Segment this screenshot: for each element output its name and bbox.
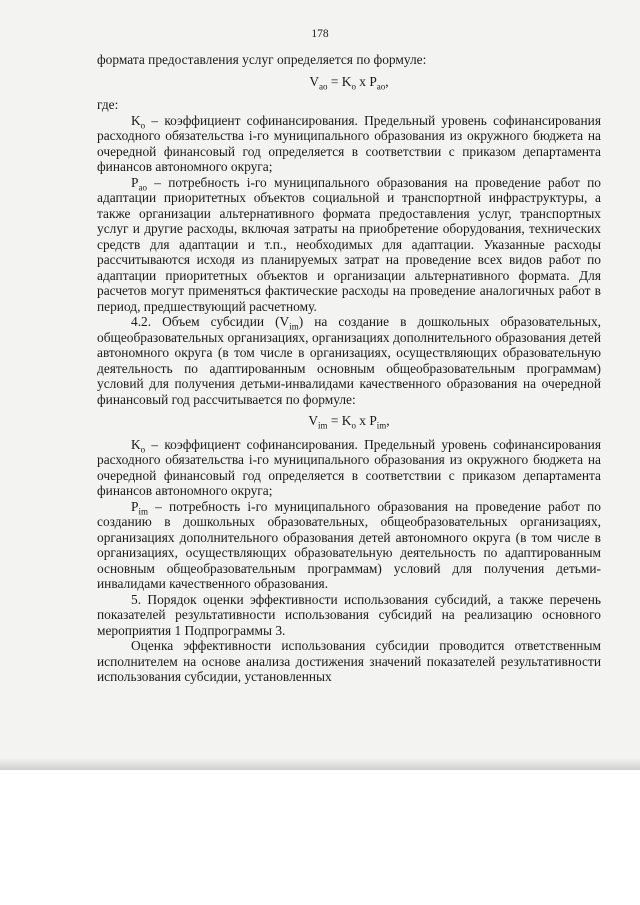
page-number: 178 — [311, 28, 329, 40]
paragraph: $K_o$ – коэффициент софинансирования. Предельный уровень софинансирования расходного обязательства i-го муниципального образования из окружного бюджета на очередной финансовый год определяется в соответствии с приказом департамента финансов автономного округа; — [97, 436, 601, 498]
paragraph: где: — [97, 97, 119, 112]
formula: $V_{im} = K_o$ x $P_{im}$, — [308, 413, 390, 431]
paragraph: формата предоставления услуг определяется по формуле: — [97, 52, 427, 67]
document-body — [97, 52, 601, 685]
paragraph: 4.2. Объем субсидии $(V_{im})$ на создание в дошкольных образовательных, общеобразовательных организациях, организациях дополнительного образования детей автономного округа (в том числе в организациях, осуществляющих образовательную деятельность по адаптированным основным общеобразовательным программам) условий для получения детьми-инвалидами качественного образования на очередной финансовый год рассчитывается по формуле: — [97, 314, 601, 407]
paragraph: Оценка эффективности использования субсидии проводится ответственным исполнителем на основе анализа достижения значений показателей результативности использования субсидии, установленных — [97, 638, 601, 684]
paragraph: 5. Порядок оценки эффективности использования субсидий, а также перечень показателей результативности использования субсидий на реализацию основного мероприятия 1 Подпрограммы 3. — [97, 591, 601, 638]
paragraph: $K_o$ – коэффициент софинансирования. Предельный уровень софинансирования расходного обязательства i-го муниципального образования из окружного бюджета на очередной финансовый год определяется в соответствии с приказом департамента финансов автономного округа; — [97, 112, 601, 174]
paragraph: $P_{ao}$ – потребность i-го муниципального образования на проведение работ по адаптации приоритетных объектов социальной и транспортной инфраструктуры, а также организации альтернативного формата предоставления услуг, транспортных услуг и другие расходы, включая затраты на приобретение оборудования, технических средств для адаптации и т.п., необходимых для адаптации. Указанные расходы рассчитываются исходя из планируемых затрат на проведение всех видов работ по адаптации приоритетных объектов и организации альтернативного формата. Для расчетов могут применяться фактические расходы на проведение аналогичных работ в период, предшествующий расчетному. — [97, 174, 601, 314]
paragraph: $P_{im}$ – потребность i-го муниципального образования на проведение работ по созданию в дошкольных образовательных, общеобразовательных организациях, организациях дополнительного образования детей автономного округа (в том числе в организациях, осуществляющих образовательную деятельность по адаптированным основным общеобразовательным программам) условий для получения детьми-инвалидами качественного образования. — [97, 498, 601, 591]
formula: $V_{ao} = K_o$ x $P_{ao}$, — [309, 73, 389, 92]
page-edge-shadow — [0, 758, 640, 770]
